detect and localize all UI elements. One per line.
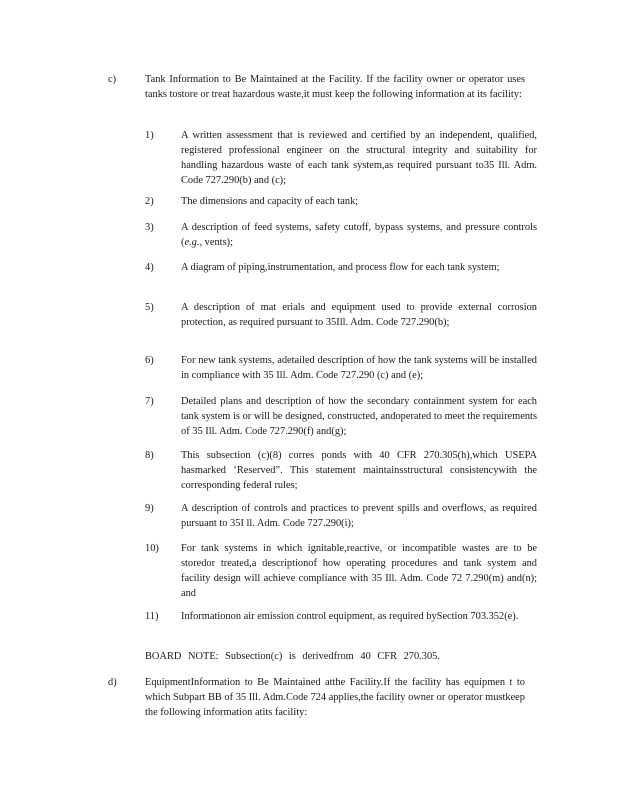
item-number: 9) [145,503,154,514]
item-number: 10) [145,543,159,554]
item-text [181,220,537,250]
item-text: Detailed plans and description of how the secondary containment system for each tank system is or will be designed, constructed, andoperated to meet the requirements of 35 Ill. Adm. Code 727.290(f) and(g); [181,396,537,437]
item-text: For tank systems in which ignitable,reactive, or incompatible wastes are to be storedor treated,a descriptionof how operating procedures and tank system and facility design will achieve compliance with 35 Ill. Adm. Code 72 7.290(m) and(n); and [181,543,537,599]
section-c-heading-text: Tank Information to Be Maintained at the Facility. If the facility owner or operator uses tanks tostore or treat hazardous waste,it must keep the following information at its facility: [145,74,525,100]
item-number: 6) [145,355,154,366]
item-number: 2) [145,196,154,207]
item-number: 4) [145,262,154,273]
section-d-heading-text: EquipmentInformation to Be Maintained atthe Facility.If the facility has equipmen t to which Subpart BB of 35 Ill. Adm.Code 724 applies,the facility owner or operator mustkeep the following information atits facility: [145,677,525,718]
item-text: A diagram of piping,instrumentation, and process flow for each tank system; [181,262,500,273]
item-number: 11) [145,611,159,622]
item-number: 7) [145,396,154,407]
item-text-italic: e.g., [184,237,203,248]
item-number: 5) [145,302,154,313]
item-number: 8) [145,450,154,461]
section-c-label: c) [108,74,117,85]
item-text: A description of controls and practices to prevent spills and overflows, as required pursuant to 35I ll. Adm. Code 727.290(i); [181,503,537,529]
item-text-part: vents); [202,237,233,248]
item-text: A description of mat erials and equipment used to provide external corrosion protection, as required pursuant to 35Ill. Adm. Code 727.290(b); [181,302,537,328]
item-text: This subsection (c)(8) corres ponds with 40 CFR 270.305(h),which USEPA hasmarked ‘Reserved”. This statement maintainsstructural consistencywith the corresponding federal rules; [181,450,537,491]
board-note: BOARD NOTE: Subsection(c) is derivedfrom 40 CFR 270.305. [145,651,440,662]
item-number: 1) [145,130,154,141]
item-text: For new tank systems, adetailed description of how the tank systems will be installed in compliance with 35 Ill. Adm. Code 727.290 (c) and (e); [181,355,537,381]
item-text: The dimensions and capacity of each tank; [181,196,359,207]
item-text-part: A description of feed systems, safety cutoff, bypass systems, and pressure controls ( [181,222,537,248]
item-number: 3) [145,222,154,233]
item-text: Informationon air emission control equipment, as required bySection 703.352(e). [181,611,519,622]
item-text: A written assessment that is reviewed and certified by an independent, qualified, registered professional engineer on the structural integrity and suitability for handling hazardous waste of each tank system,as required pursuant to35 Ill. Adm. Code 727.290(b) and (c); [181,130,537,186]
section-d-label: d) [108,677,117,688]
